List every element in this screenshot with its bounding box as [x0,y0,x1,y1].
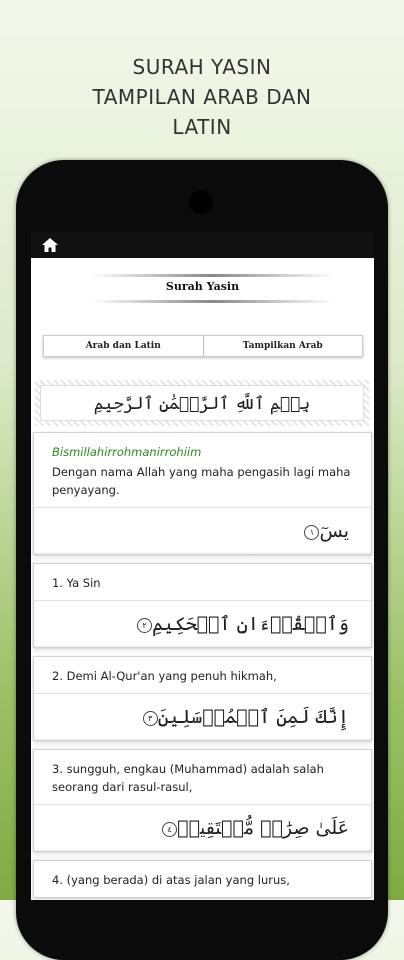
verse-number: ١ [304,525,319,540]
translation-text: Dengan nama Allah yang maha pengasih lagi maha penyayang. [52,465,351,497]
promo-caption [0,52,404,142]
arabic-verse [34,693,371,740]
translation-text: 1. Ya Sin [52,576,101,590]
verse-number: ٢ [137,618,152,633]
translation-text: 2. Demi Al-Qur'an yang penuh hikmah, [52,669,277,683]
translation-text: 4. (yang berada) di atas jalan yang lurus, [52,873,290,887]
phone-camera [189,190,213,214]
tab-arab-dan-latin[interactable]: Arab dan Latin [85,341,161,351]
arabic-text: وَٱلۡقُرۡءَانِ ٱلۡحَكِيمِ [152,613,349,635]
app-screen [31,232,374,900]
tab-tampilkan-arab[interactable]: Tampilkan Arab [203,336,363,356]
translation-text: 3. sungguh, engkau (Muhammad) adalah salah seorang dari rasul-rasul, [52,762,324,794]
divider [91,300,334,303]
promo-line-3: LATIN [172,115,232,139]
bismillah-banner [35,380,369,426]
bismillah-text: بِسۡمِ ٱللَّهِ ٱلرَّحۡمَٰنِ ٱلرَّحِيمِ [93,393,311,414]
arabic-verse [34,600,371,647]
home-icon[interactable] [41,237,59,253]
promo-line-1: SURAH YASIN [132,55,272,79]
list-item[interactable] [33,860,372,898]
arabic-text: يسٓ [319,520,349,542]
view-tabs [43,335,363,357]
list-item[interactable] [33,563,372,648]
divider [91,274,334,277]
title-area [31,258,374,306]
verse-number: ٣ [143,711,158,726]
arabic-verse [34,507,371,554]
top-bar [31,232,374,258]
list-item[interactable] [33,749,372,852]
arabic-verse [34,804,371,851]
verse-number: ٤ [162,822,177,837]
arabic-text: عَلَىٰ صِرَٰطٖ مُّسۡتَقِيمٖ [177,817,349,839]
latin-text: Bismillahirrohmanirrohiim [52,445,202,459]
arabic-text: إِنَّكَ لَمِنَ ٱلۡمُرۡسَلِينَ [157,706,349,728]
verse-list[interactable] [33,432,372,900]
bismillah-frame [40,385,364,421]
list-item[interactable] [33,432,372,555]
list-item[interactable] [33,656,372,741]
promo-line-2: TAMPILAN ARAB DAN [92,85,312,109]
page-title: Surah Yasin [165,280,240,293]
